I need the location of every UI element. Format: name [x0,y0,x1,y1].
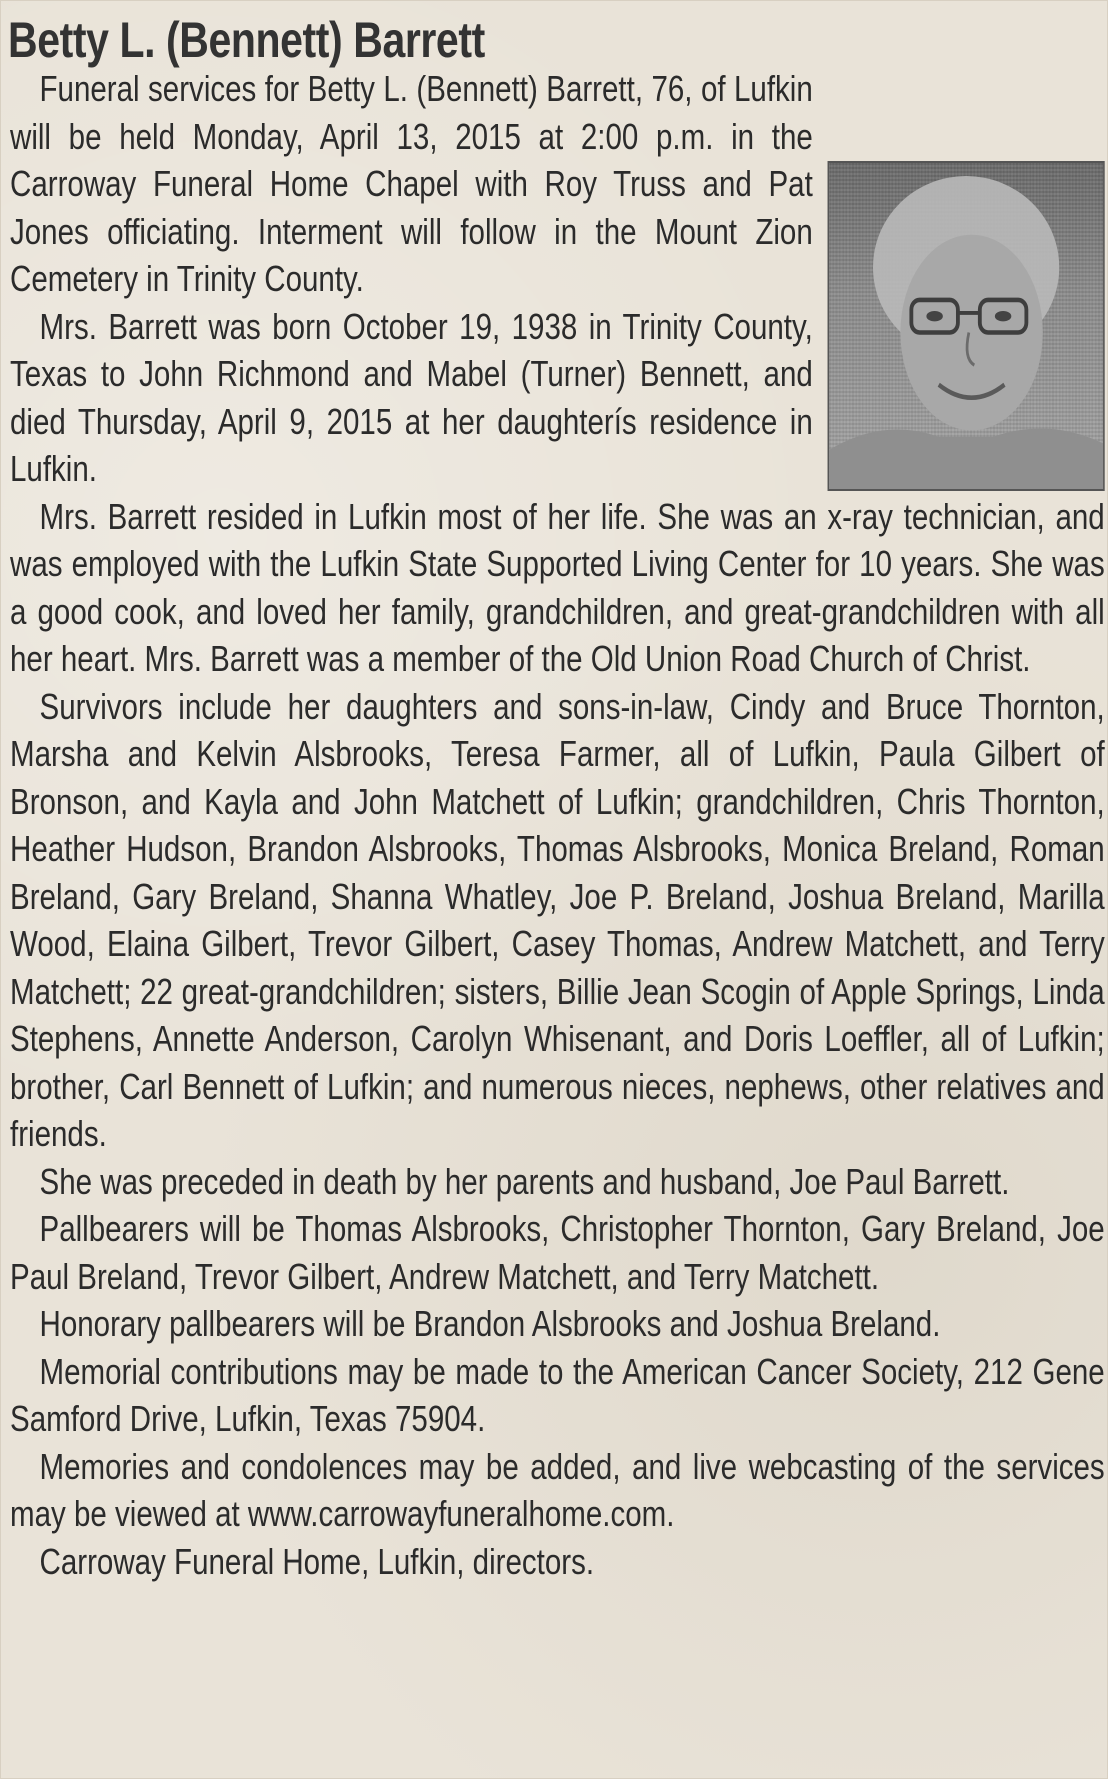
paragraph-condolences: Memories and condolences may be added, and live webcasting of the services may be viewed at www.carrowayfuneralhome.com. [10,1445,1105,1534]
paragraph-preceded: She was preceded in death by her parents and husband, Joe Paul Barrett. [39,1160,1010,1202]
portrait-photo-container [828,161,1105,491]
paragraph-pallbearers: Pallbearers will be Thomas Alsbrooks, Christopher Thornton, Gary Breland, Joe Paul Breland, Trevor Gilbert, Andrew Matchett, and Terry Matchett. [10,1208,1105,1297]
paragraph-life: Mrs. Barrett resided in Lufkin most of her life. She was an x-ray technician, and was employed with the Lufkin State Supported Living Center for 10 years. She was a good cook, and loved her family, grandchildren, and great-grandchildren with all her heart. Mrs. Barrett was a member of the Old Union Road Church of Christ. [10,495,1105,679]
paragraph-funeral-services: Funeral services for Betty L. (Bennett) Barrett, 76, of Lufkin will be held Monday, April 13, 2015 at 2:00 p.m. in the Carroway Funeral Home Chapel with Roy Truss and Pat Jones officiating. Interment will follow in the Mount Zion Cemetery in Trinity County. [10,68,813,299]
obituary-body [10,65,1105,1585]
paragraph-birth: Mrs. Barrett was born October 19, 1938 in Trinity County, Texas to John Richmond and Mabel (Turner) Bennett, and died Thursday, April 9, 2015 at her daughterís residence in Lufkin. [10,305,813,489]
paragraph-survivors: Survivors include her daughters and sons-in-law, Cindy and Bruce Thornton, Marsha and Kelvin Alsbrooks, Teresa Farmer, all of Lufkin, Paula Gilbert of Bronson, and Kayla and John Matchett of Lufkin; grandchildren, Chris Thornton, Heather Hudson, Brandon Alsbrooks, Thomas Alsbrooks, Monica Breland, Roman Breland, Gary Breland, Shanna Whatley, Joe P. Breland, Joshua Breland, Marilla Wood, Elaina Gilbert, Trevor Gilbert, Casey Thomas, Andrew Matchett, and Terry Matchett; 22 great-grandchildren; sisters, Billie Jean Scogin of Apple Springs, Linda Stephens, Annette Anderson, Carolyn Whisenant, and Doris Loeffler, all of Lufkin; brother, Carl Bennett of Lufkin; and numerous nieces, nephews, other relatives and friends. [10,685,1105,1154]
portrait-photo [828,161,1105,491]
paragraph-honorary-pallbearers: Honorary pallbearers will be Brandon Alsbrooks and Joshua Breland. [39,1303,941,1344]
obituary-headline: Betty L. (Bennett) Barrett [8,12,485,68]
paragraph-memorials: Memorial contributions may be made to the American Cancer Society, 212 Gene Samford Drive, Lufkin, Texas 75904. [10,1350,1105,1439]
paragraph-directors: Carroway Funeral Home, Lufkin, directors. [39,1540,595,1582]
portrait-illustration [829,163,1103,489]
